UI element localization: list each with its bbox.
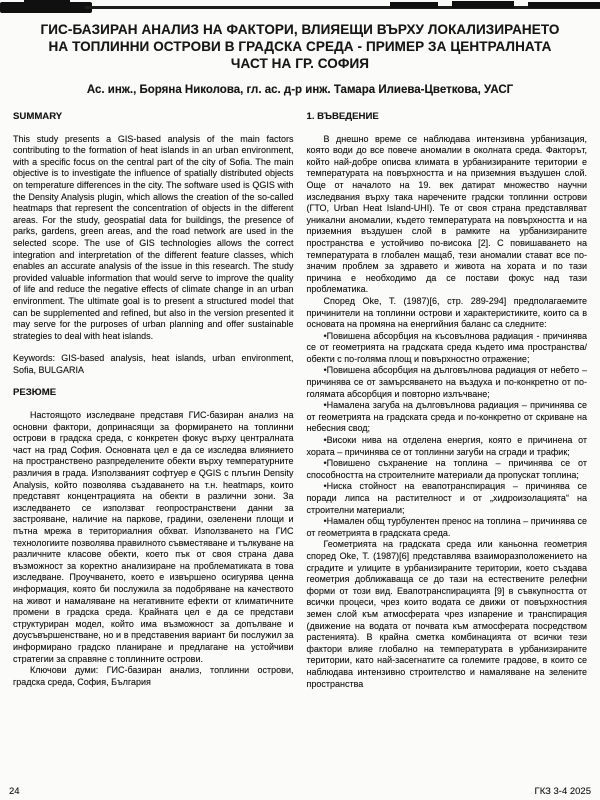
intro-paragraph-1: В днешно време се наблюдава интензивна урбанизация, която води до все повече аномалии в околната среда. Факторът, който най-добре описва климата в урбанизираните територии е температурата на повърхността и на приземния въздушен слой. Още от началото на 19. век датират множество научни изследвания върху така наречените градски топлинни острови (ГТО, Urban Heat Island-UHI). Те от своя страна представляват уникални аномалии, където температурата на повърхността и на приземния въздушен слой в рамките на урбанизираните пространства е устойчиво по-висока [2]. С повишаването на температурата в глобален мащаб, тези аномалии стават все по-значим проблем за здравето и живота на хората и по тази причина е необходимо да се постави фокус над тази проблематика. xyxy=(306,133,587,295)
page-footer xyxy=(0,786,600,797)
summary-text: This study presents a GIS-based analysis of the main factors contributing to the formation of heat islands in an urban environment, with a specific focus on the central part of the city of Sofia. The main objective is to investigate the influence of spatially distributed objects on temperature differences in the city. The software used is QGIS with the Density Analysis plugin, which allows the creation of the so-called heatmaps that represent the concentration of objects in the different areas. For the study, geospatial data for buildings, the presence of parks, gardens, green areas, and the road network are used in the selected scope. The use of GIS technologies allows the correct integration and interpretation of the different feature classes, which enables an accurate analysis of the issue in this research. The study provided valuable information that would serve to improve the quality of life and reduce the negative effects of climate change in an urban environment. The ultimate goal is to present a structured model that can be supplemented and refined, but also in the version presented it may serve for the purposes of urban planning and offer sustainable strategies to deal with heat islands. xyxy=(13,133,294,341)
bullet-item: •Повишено съхранение на топлина – причинява се от способността на строителните материали да пропускат топлина; xyxy=(306,458,587,480)
rezume-heading: РЕЗЮМЕ xyxy=(13,387,57,399)
bullet-item: •Намален общ турбулентен пренос на топлина – причинява се от геометрията в градската среда. xyxy=(306,516,587,538)
paper-title: ГИС-БАЗИРАН АНАЛИЗ НА ФАКТОРИ, ВЛИЯЕЩИ ВЪРХУ ЛОКАЛИЗИРАНЕТО НА ТОПЛИННИ ОСТРОВИ В ГРАДСКА СРЕДА - ПРИМЕР ЗА ЦЕНТРАЛНАТА ЧАСТ НА ГР. СОФИЯ xyxy=(40,22,560,71)
two-column-body xyxy=(0,96,600,690)
summary-heading: SUMMARY xyxy=(13,111,63,122)
scan-artifact-blob xyxy=(24,0,70,6)
introduction-heading: 1. ВЪВЕДЕНИЕ xyxy=(306,111,379,122)
bullet-item: •Повишена абсорбция на дълговълнова радиация от небето – причинява се от замърсяването на въздуха и по-конкретно от по-голямата абсорбция и повторно излъчване; xyxy=(306,365,587,399)
authors-line: Ас. инж., Боряна Николова, гл. ас. д-р инж. Тамара Илиева-Цветкова, УАСГ xyxy=(86,84,514,96)
left-column xyxy=(13,111,294,690)
scan-artifact-dash xyxy=(452,1,514,8)
scan-artifact-dash xyxy=(390,2,438,8)
bullet-item: •Повишена абсорбция на късовълнова радиация - причинява се от геометрията на градската среда където има пространства/обекти с по-голяма площ и повърхностно отражение; xyxy=(306,330,587,364)
rezume-text: Настоящото изследване представя ГИС-базиран анализ на основни фактори, допринасящи за формирането на топлинни острови в градска среда, с конкретен фокус върху централната част на град София. Основната цел е да се изследва влиянието на пространствено разпределените обекти върху температурните различия в града. Използваният софтуер е QGIS с плъгин Density Analysis, който позволява създаването на т.н. heatmaps, които представят концентрацията на обекти в различни зони. За изследването се използват геопространствени данни за застрояване, наличие на паркове, градини, озеленени площи и пътна мрежа в териториалния обхват. Използването на ГИС технологиите позволява правилното съвместяване и тълкуване на различните класове обекти, което пък от своя страна дава възможност за коректно анализиране на проблематиката в това изследване. Проучването, което е извършено осигурява ценна информация, която би послужила за подобряване на качеството на живот и намаляване на негативните ефекти от климатичните промени в градска среда. Крайната цел е да се представи структуриран модел, който има възможност за допълване и доусъвършенстване, но и в представения вариант би послужил за информирано градско планиране и предлагане на устойчиви стратегии за справяне с топлинните острови. xyxy=(13,410,294,664)
scan-artifact-line xyxy=(85,6,600,9)
page-number: 24 xyxy=(9,786,20,797)
right-column xyxy=(307,111,588,690)
keywords-bg: Ключови думи: ГИС-базиран анализ, топлинни острови, градска среда, София, България xyxy=(13,665,294,687)
intro-paragraph-3: Геометрията на градската среда или каньонна геометрия според Oke, Т. (1987)[6] представлява взаиморазположението на сградите и улиците в урбанизираните територии, което създава геометрия доближаваща се до тази на естествените релефни форми от този вид. Евапотранспирацията [9] в съвкупността от всички процеси, чрез които водата се движи от повърхностния земен слой към атмосферата чрез изпарение и транспирация (движение на водата от почвата към атмосферата посредством растенията). В крайна сметка комбинацията от всички тези фактори влияе глобално на температурата в урбанизираните територии, като най-засегнатите са големите градове, в които се наблюдава интензивно строителство и намаляване на зелените пространства xyxy=(306,539,587,689)
bullet-item: •Намалена загуба на дълговълнова радиация – причинява се от геометрията на градската среда и по-конкретно от скриване на небесния свод; xyxy=(306,400,587,434)
journal-issue-label: ГКЗ 3-4 2025 xyxy=(534,786,591,797)
bullet-item: •Високи нива на отделена енергия, която е причинена от хората – причинява се от топлинни загуби на сгради и трафик; xyxy=(306,435,587,457)
bullet-item: •Ниска стойност на евапотранспирация – причинява се поради липса на растителност и от „хидроизолацията“ на строителни материали; xyxy=(306,481,587,515)
keywords-en: Keywords: GIS-based analysis, heat islands, urban environment, Sofia, BULGARIA xyxy=(13,353,294,375)
intro-paragraph-2: Според Oke, Т. (1987)[6, стр. 289-294] предполагаемите причинители на топлинни острови и характеристиките, които са в основата на промяна на енергийния баланс са следните: xyxy=(306,295,587,330)
scan-artifact-dash xyxy=(528,2,600,8)
